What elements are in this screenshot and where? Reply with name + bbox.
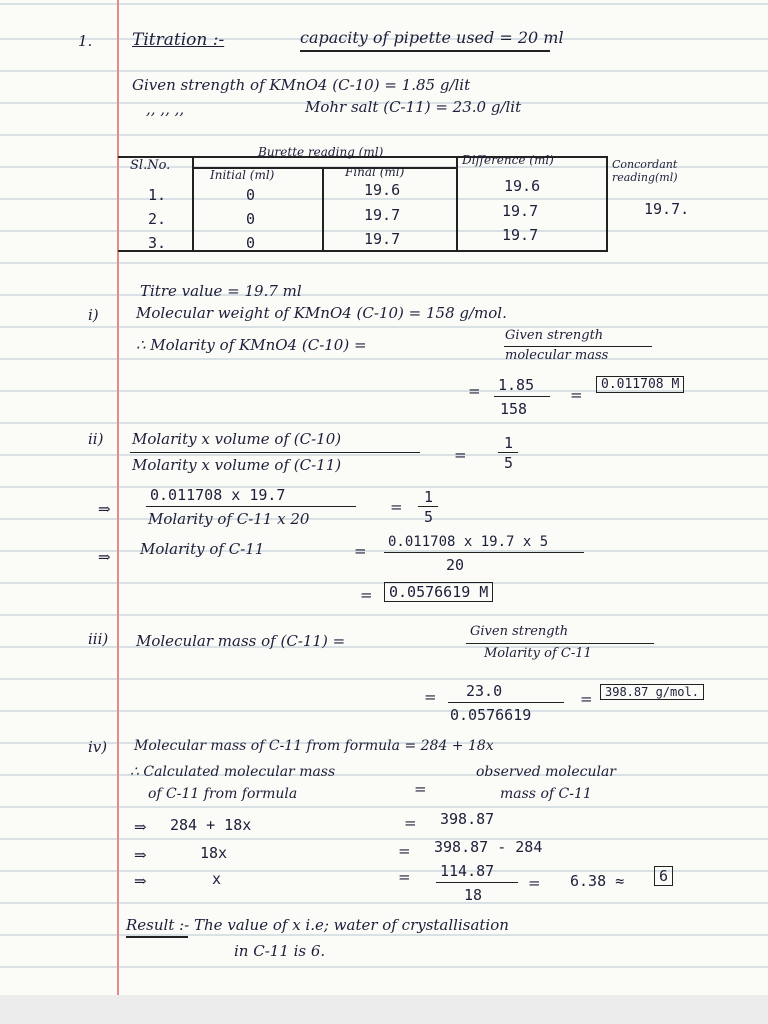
step2-denominator: Molarity of C-11 x 20 bbox=[148, 510, 310, 528]
table-cell-initial: 0 bbox=[246, 210, 256, 228]
equation-rhs: 398.87 - 284 bbox=[434, 838, 543, 856]
step2-value-denominator: 5 bbox=[424, 508, 434, 526]
formula-line: Molecular mass of C-11 from formula = 284 + 18x bbox=[134, 738, 494, 754]
molarity-formula-lhs: ∴ Molarity of KMnO4 (C-10) = bbox=[136, 336, 367, 354]
table-cell-difference: 19.6 bbox=[504, 177, 541, 195]
equals-sign: = bbox=[414, 780, 427, 798]
pipette-capacity: capacity of pipette used = 20 ml bbox=[300, 28, 564, 47]
table-cell-initial: 0 bbox=[246, 234, 256, 252]
margin-line bbox=[117, 0, 119, 995]
step3-denominator: 20 bbox=[446, 556, 465, 574]
approx-value: 6.38 ≈ bbox=[570, 872, 625, 890]
equals-sign: = bbox=[398, 868, 411, 886]
table-cell-sl: 3. bbox=[148, 234, 167, 252]
fraction-denominator: molecular mass bbox=[505, 348, 609, 363]
section-number: 1. bbox=[78, 32, 93, 50]
ratio-value-denominator: 5 bbox=[504, 454, 514, 472]
table-cell-initial: 0 bbox=[246, 186, 256, 204]
fraction-denominator: Molarity of C-11 bbox=[484, 646, 592, 661]
implies-arrow: ⇒ bbox=[98, 548, 111, 566]
implies-arrow: ⇒ bbox=[134, 872, 147, 890]
section-title: Titration :- bbox=[132, 30, 225, 50]
table-cell-sl: 2. bbox=[148, 210, 167, 228]
table-header-initial: Initial (ml) bbox=[210, 168, 275, 182]
result-box: 6 bbox=[654, 866, 673, 886]
table-border bbox=[192, 156, 194, 250]
result-line-2: in C-11 is 6. bbox=[234, 942, 326, 960]
calculated-mass-line: ∴ Calculated molecular mass bbox=[130, 764, 336, 780]
fraction-numerator: Given strength bbox=[470, 624, 569, 639]
calc-numerator: 1.85 bbox=[498, 376, 535, 394]
fraction-bar bbox=[498, 452, 518, 453]
underline bbox=[126, 936, 188, 938]
table-header-difference: Difference (ml) bbox=[462, 153, 554, 167]
equals-sign: = bbox=[404, 814, 417, 832]
table-cell-final: 19.7 bbox=[364, 206, 401, 224]
equals-sign: = bbox=[390, 498, 403, 516]
table-cell-sl: 1. bbox=[148, 186, 167, 204]
equation-numerator: 114.87 bbox=[440, 862, 495, 880]
result-box: 0.0576619 M bbox=[384, 582, 493, 602]
step2-numerator: 0.011708 x 19.7 bbox=[150, 486, 286, 504]
table-border bbox=[456, 156, 458, 250]
equals-sign: = bbox=[424, 688, 437, 706]
fraction-bar bbox=[504, 346, 652, 347]
calculated-mass-line-2: of C-11 from formula bbox=[148, 786, 298, 802]
fraction-bar bbox=[466, 643, 654, 644]
table-cell-concordant: 19.7. bbox=[644, 200, 690, 218]
ratio-numerator: Molarity x volume of (C-10) bbox=[132, 430, 342, 448]
result-box: 0.011708 M bbox=[596, 376, 684, 393]
fraction-bar bbox=[418, 506, 438, 507]
result-line: Result :- The value of x i.e; water of crystallisation bbox=[126, 916, 509, 934]
equals-sign: = bbox=[398, 842, 411, 860]
calc-denominator: 158 bbox=[500, 400, 528, 418]
fraction-bar bbox=[436, 882, 518, 883]
table-border bbox=[118, 250, 608, 252]
fraction-bar bbox=[130, 452, 420, 453]
calc-numerator: 23.0 bbox=[466, 682, 503, 700]
part-label: iii) bbox=[88, 630, 109, 648]
equals-sign: = bbox=[468, 382, 481, 400]
equation-denominator: 18 bbox=[464, 886, 483, 904]
table-cell-final: 19.7 bbox=[364, 230, 401, 248]
fraction-bar bbox=[494, 396, 550, 397]
implies-arrow: ⇒ bbox=[98, 500, 111, 518]
table-cell-final: 19.6 bbox=[364, 181, 401, 199]
table-border bbox=[606, 156, 608, 250]
molecular-weight-line: Molecular weight of KMnO4 (C-10) = 158 g/mol. bbox=[136, 304, 507, 322]
given-mohr-salt: Mohr salt (C-11) = 23.0 g/lit bbox=[305, 98, 522, 116]
calc-denominator: 0.0576619 bbox=[450, 706, 532, 724]
table-cell-difference: 19.7 bbox=[502, 202, 539, 220]
result-box: 398.87 g/mol. bbox=[600, 684, 704, 700]
part-label: i) bbox=[88, 306, 99, 324]
table-header-burette: Burette reading (ml) bbox=[258, 145, 384, 159]
part-label: iv) bbox=[88, 738, 108, 756]
implies-arrow: ⇒ bbox=[134, 818, 147, 836]
equation-rhs: 398.87 bbox=[440, 810, 495, 828]
implies-arrow: ⇒ bbox=[134, 846, 147, 864]
observed-mass-line: observed molecular bbox=[476, 764, 616, 780]
fraction-numerator: Given strength bbox=[505, 328, 604, 343]
step3-lhs: Molarity of C-11 bbox=[140, 540, 265, 558]
fraction-bar bbox=[384, 552, 584, 553]
equals-sign: = bbox=[528, 874, 541, 892]
ditto-marks: ,, ,, ,, bbox=[146, 100, 185, 118]
step2-value-numerator: 1 bbox=[424, 488, 434, 506]
equals-sign: = bbox=[580, 690, 593, 708]
page-footer-strip bbox=[0, 995, 768, 1024]
table-header-concordant: Concordant reading(ml) bbox=[612, 158, 678, 184]
part-label: ii) bbox=[88, 430, 104, 448]
equals-sign: = bbox=[360, 586, 373, 604]
underline bbox=[300, 50, 550, 52]
step3-numerator: 0.011708 x 19.7 x 5 bbox=[388, 534, 549, 550]
fraction-bar bbox=[146, 506, 356, 507]
equals-sign: = bbox=[454, 446, 467, 464]
equation-lhs: 18x bbox=[200, 844, 228, 862]
equals-sign: = bbox=[570, 386, 583, 404]
ratio-value-numerator: 1 bbox=[504, 434, 514, 452]
given-kmno4: Given strength of KMnO4 (C-10) = 1.85 g/lit bbox=[132, 76, 471, 94]
observed-mass-line-2: mass of C-11 bbox=[500, 786, 592, 802]
equals-sign: = bbox=[354, 542, 367, 560]
table-border bbox=[322, 168, 324, 250]
molecular-mass-lhs: Molecular mass of (C-11) = bbox=[136, 632, 346, 650]
table-cell-difference: 19.7 bbox=[502, 226, 539, 244]
equation-lhs: 284 + 18x bbox=[170, 816, 252, 834]
fraction-bar bbox=[448, 702, 564, 703]
table-header-final: Final (ml) bbox=[345, 165, 405, 179]
ratio-denominator: Molarity x volume of (C-11) bbox=[132, 456, 342, 474]
equation-lhs: x bbox=[212, 870, 222, 888]
titre-value: Titre value = 19.7 ml bbox=[140, 282, 302, 300]
table-header-sl: Sl.No. bbox=[130, 158, 171, 173]
